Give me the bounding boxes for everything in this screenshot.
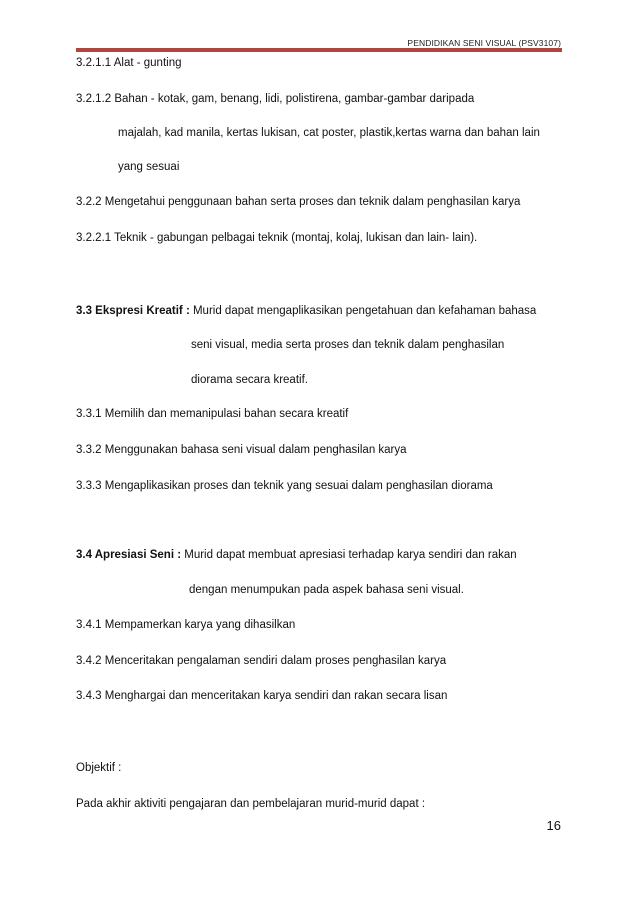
- item-3-4-2: 3.4.2 Menceritakan pengalaman sendiri dalam proses penghasilan karya: [76, 655, 447, 667]
- item-3-3-1: 3.3.1 Memilih dan memanipulasi bahan secara kreatif: [76, 408, 349, 420]
- item-3-2-1-2-cont: majalah, kad manila, kertas lukisan, cat poster, plastik,kertas warna dan bahan lain: [118, 127, 540, 139]
- item-3-2-2-1: 3.2.2.1 Teknik - gabungan pelbagai teknik (montaj, kolaj, lukisan dan lain- lain).: [76, 232, 478, 244]
- section-3-4-cont1: dengan menumpukan pada aspek bahasa seni visual.: [189, 584, 464, 596]
- item-3-2-1-1: 3.2.1.1 Alat - gunting: [76, 57, 182, 69]
- header-rule: [76, 48, 562, 52]
- section-3-3-text: Murid dapat mengaplikasikan pengetahuan dan kefahaman bahasa: [189, 305, 537, 317]
- objektif-text: Pada akhir aktiviti pengajaran dan pembelajaran murid-murid dapat :: [76, 798, 426, 810]
- item-3-4-1: 3.4.1 Mempamerkan karya yang dihasilkan: [76, 619, 296, 631]
- objektif-heading: Objektif :: [76, 762, 122, 774]
- section-3-3-title: 3.3 Ekspresi Kreatif :: [76, 305, 190, 317]
- section-3-3-heading: [76, 305, 536, 317]
- item-3-2-2: 3.2.2 Mengetahui penggunaan bahan serta proses dan teknik dalam penghasilan karya: [76, 196, 521, 208]
- section-3-4-heading: [76, 549, 517, 561]
- item-3-2-1-2: 3.2.1.2 Bahan - kotak, gam, benang, lidi, polistirena, gambar-gambar daripada: [76, 93, 475, 105]
- section-3-4-title: 3.4 Apresiasi Seni :: [76, 549, 182, 561]
- running-header: PENDIDIKAN SENI VISUAL (PSV3107): [407, 38, 561, 48]
- item-3-3-2: 3.3.2 Menggunakan bahasa seni visual dalam penghasilan karya: [76, 444, 407, 456]
- page-number: 16: [546, 818, 561, 833]
- item-3-4-3: 3.4.3 Menghargai dan menceritakan karya sendiri dan rakan secara lisan: [76, 690, 448, 702]
- section-3-3-cont1: seni visual, media serta proses dan teknik dalam penghasilan: [191, 339, 505, 351]
- item-3-2-1-2-cont2: yang sesuai: [118, 161, 180, 173]
- section-3-3-cont2: diorama secara kreatif.: [191, 374, 308, 386]
- section-3-4-text: Murid dapat membuat apresiasi terhadap karya sendiri dan rakan: [181, 549, 517, 561]
- item-3-3-3: 3.3.3 Mengaplikasikan proses dan teknik yang sesuai dalam penghasilan diorama: [76, 480, 493, 492]
